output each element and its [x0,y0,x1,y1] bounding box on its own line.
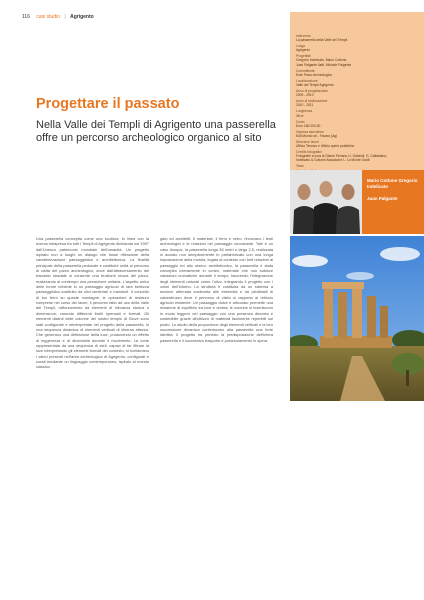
section-label: casi studio [36,14,60,20]
info-row: Intervento La passerella della Valle dei Templi [296,34,348,43]
info-row: Credits fotografici Fotografie a cura di Gianni Ferrara, U. Galizioli, G. Caltabiano, [296,150,388,159]
author-credits-box [362,170,424,234]
header-title: Agrigento [70,14,94,20]
info-row: Testo [296,164,304,169]
temple-ruins-image [290,236,424,401]
info-row: Luogo Agrigento [296,44,311,53]
info-row: Lunghezza 35 m [296,109,313,118]
info-row: Indelicato & Cottone Associati e L. Lo Monte Goldt [296,158,370,163]
info-row: Localizzazione Valle dei Templi Agrigento [296,78,334,87]
project-info-panel [290,12,424,170]
info-row: Direzione lavori Ufficio Tecnico e Ufficio opere pubbliche [296,139,355,149]
header-separator: | [64,14,66,20]
info-row: Committente Ente Parco Archeologico [296,68,333,77]
info-row: Costo Euro 180.000,00 [296,119,321,128]
running-header [22,14,94,20]
magazine-page [14,8,418,592]
info-row: Anno di realizzazione 2010 - 2011 [296,99,328,108]
info-row: Impresa esecutrice Edil Mondo srl - Favara (Ag) [296,129,338,138]
body-column-1: Una passerella concepita come una scultura, in linea con la ricerca intrapresa fra tutti i Templi di Agrigento dichiarata nel 1997 dall'Unesco patrimonio mondiale dell'umanità. Un progetto ispirato non a luoghi un dialogo che fosse riflessione della caratterizzazione paesaggistica e architettonica. La finalità principale della passerella pedonale è costituire unità al percorso di visita del parco archeologico, dove dall'attraversamento del tracciato stradale si consente una fruizione sicura del parco, realizzando al contempo una percezione unitaria. L'aspetto unico delle forme richiede in un paesaggio agricolo di rara bellezza paesaggistica costituito da ulivi centenari e mandorli. Il concetto di tuo ferro su queste montagne, le operazioni di restauro comprese nel corso dei lavori, il percorso fatto ad uso della Valle dei Templi, rafforzamento da elementi di rilevanza storica e dimensione, creando differenti livelli ripensati e formali. Gli elementi distinti delle colonne del nostro tempio di Giove sono stati configurate e reinterpretate nel progetto della passerella, in una sequenza dinamica di elementi verticali di diversa altezza. Che generano una definizione della luce, producendo un effetto di leggerezza e di dinamicità durante il movimento. La corte rappresentata da una sequenza di steli, capaci di far filtrare la luce interpretando gli elementi formali del contesto, si richiamano i valori presenti nell'area archeologica di Agrigento, configurati e curati mediante un linguaggio contemporaneo, ispirato al mondo classico. [36,236,149,370]
info-row: Progettisti Gregorio Indelicato, Mario Cottone, [296,54,348,63]
author-photo [290,170,362,234]
body-column-2: gato ed architetti. Il materiale, il ferro e vetro, rinnovano i testi archeologici e le relazioni nel paesaggio circostante. Tale è un caso dunque, la passerella lunga 35 metri e larga 2,5, realizzata in acciaio non semplicemente in prefabbricato con una lunga impostazione della mostra, legata al contesto con forti relazioni al paesaggio ed allo storico architettonico, la passerella è stata concepita interamente in corten, materiale che non subisce variazioni cromatiche durante il tempo, favorendo l'integrazione degli elementi naturali come l'ulivo, integrando il progetto con i colori dell'intorno. La struttura è costituita da un sistema a sezione alternata sostenuta alle estremità e da piedistalli di calcestruzzo dove il percorso di visita si rapporta al reticolo agricolo esistente. Un passaggio dolce e articolato permette una relazione di equilibrio tra luce e ombra; le colonne si inseriscono in modo leggero nel paesaggio con una presenza discreta e sostenibile grazie all'utilizzo di materiali facilmente reperibili sul posto. Lo studio della proporzione degli elementi verticali e la loro successione dinamica conferiscono alla passerella una forte identità. Il progetto ha previsto la predisposizione dell'intera passerella e il successivo trasporto e posizionamento in opera. [160,236,273,343]
info-row: Anno di progettazione 2009 - 2010 [296,89,329,98]
author-name-secondary: Juan Palgante [367,196,398,201]
info-row: Juan Palgante Ilatti, Michele Palgente [296,62,352,67]
architects-portrait-image [290,170,362,234]
article-title: Progettare il passato [36,96,180,112]
author-names: Mario Cottone Gregorio Indelicato [367,178,418,189]
page-number: 116 [22,14,30,20]
article-subtitle: Nella Valle dei Templi di Agrigento una passerella offre un percorso archeologico organico al sito [36,119,276,144]
temple-photo [290,236,424,401]
